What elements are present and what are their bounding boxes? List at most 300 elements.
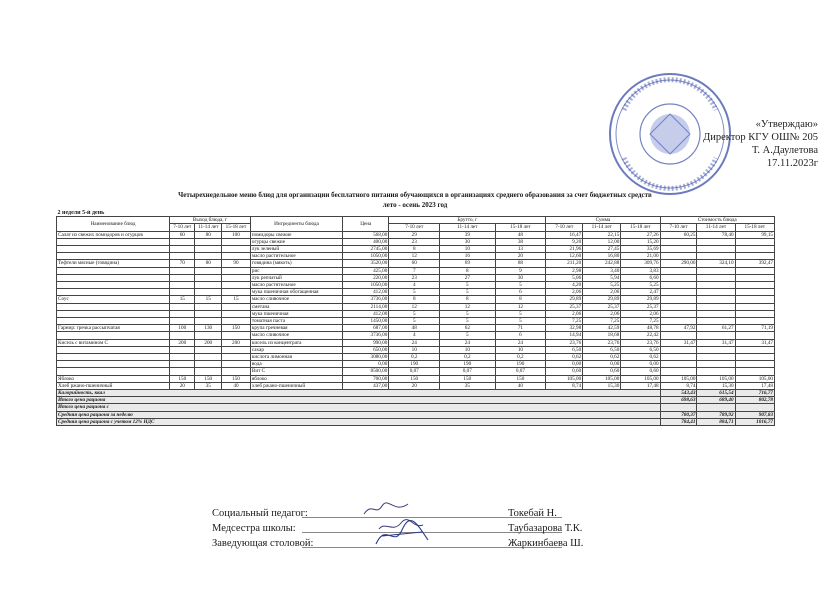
cell-o3 (222, 289, 251, 296)
cell-b3: 48 (495, 231, 546, 238)
summary-body (57, 390, 775, 426)
header-dish: Наименование блюд (57, 217, 170, 231)
approval-line-2: Директор КГУ ОШ№ 205 (703, 132, 818, 143)
cell-c1 (660, 346, 697, 353)
table-row (57, 274, 775, 281)
cell-s2: 22,15 (583, 231, 621, 238)
cell-b1: 8 (389, 296, 440, 303)
cell-s2: 18,68 (583, 332, 621, 339)
cell-s3: 22,42 (621, 332, 660, 339)
header-age: 7-10 лет (389, 224, 440, 231)
cell-c1: 47,92 (660, 325, 697, 332)
cell-s2: 6,50 (583, 346, 621, 353)
summary-value: 689,40 (697, 397, 735, 404)
cell-s1: 9,20 (546, 238, 583, 245)
cell-c3 (735, 253, 774, 260)
cell-b3: 5 (495, 282, 546, 289)
cell-b2: 30 (440, 238, 495, 245)
table-row (57, 296, 775, 303)
cell-o2 (195, 354, 222, 361)
header-ingredients: Ингредиенты блюда (250, 217, 342, 231)
table-row (57, 318, 775, 325)
cell-ing: кисель из концентрата (250, 339, 342, 346)
cell-b1: 5 (389, 310, 440, 317)
cell-b2: 5 (440, 310, 495, 317)
cell-s3: 0,62 (621, 354, 660, 361)
approval-block (640, 118, 818, 170)
table-row (57, 361, 775, 368)
cell-s1: 12,60 (546, 253, 583, 260)
cell-c1 (660, 253, 697, 260)
header-age: 7-10 лет (546, 224, 583, 231)
cell-b3: 5 (495, 310, 546, 317)
summary-row (57, 404, 775, 411)
cell-c2: 31,47 (697, 339, 735, 346)
cell-dish (57, 274, 170, 281)
cell-b2: 16 (440, 253, 495, 260)
approval-line-1: «Утверждаю» (755, 119, 818, 130)
header-age: 7-10 лет (170, 224, 195, 231)
cell-s2: 12,00 (583, 238, 621, 245)
summary-label: Средняя цена рациона с учетом 12% НДС (57, 418, 661, 425)
cell-c2 (697, 318, 735, 325)
cell-o2: 15 (195, 296, 222, 303)
table-row (57, 246, 775, 253)
cell-b2: 8 (440, 296, 495, 303)
cell-s2: 7,25 (583, 318, 621, 325)
cell-b1: 4 (389, 282, 440, 289)
cell-o2 (195, 274, 222, 281)
cell-c3 (735, 368, 774, 375)
cell-price: 425,00 (343, 267, 389, 274)
cell-s3: 6,50 (621, 346, 660, 353)
cell-s1: 23,76 (546, 339, 583, 346)
cell-b1: 190 (389, 361, 440, 368)
cell-s2: 23,76 (583, 339, 621, 346)
cell-b1: 7 (389, 267, 440, 274)
cell-c2 (697, 238, 735, 245)
cell-price: 3520,00 (343, 260, 389, 267)
cell-b3: 6 (495, 332, 546, 339)
cell-s3: 0,00 (621, 361, 660, 368)
cell-b3: 71 (495, 325, 546, 332)
header-portion: Выход блюда, г (170, 217, 251, 224)
signature-name: Жаркинбаева Ш. (508, 538, 584, 549)
cell-s3: 27,26 (621, 231, 660, 238)
cell-o3 (222, 368, 251, 375)
cell-o3: 100 (222, 231, 251, 238)
cell-dish: Хлеб ржано-пшеничный (57, 382, 170, 389)
summary-row (57, 390, 775, 397)
header-age: 15-18 лет (621, 224, 660, 231)
table-row (57, 354, 775, 361)
cell-price: 437,00 (343, 382, 389, 389)
cell-ing: хлеб ржано-пшеничный (250, 382, 342, 389)
cell-b3: 0,2 (495, 354, 546, 361)
summary-label: Средняя цена рациона за неделю (57, 411, 661, 418)
cell-price: 568,00 (343, 231, 389, 238)
cell-s2: 5,94 (583, 274, 621, 281)
summary-value: 700,37 (660, 411, 697, 418)
table-row (57, 289, 775, 296)
menu-body (57, 231, 775, 389)
cell-b3: 150 (495, 375, 546, 382)
handwritten-signature (372, 518, 432, 552)
cell-dish (57, 303, 170, 310)
cell-o1 (170, 289, 195, 296)
summary-value: 907,83 (735, 411, 774, 418)
cell-c3 (735, 303, 774, 310)
cell-c1 (660, 368, 697, 375)
cell-s2: 5,25 (583, 282, 621, 289)
cell-b1: 48 (389, 325, 440, 332)
cell-o2: 200 (195, 339, 222, 346)
cell-s3: 309,76 (621, 260, 660, 267)
header-age: 11-14 лет (697, 224, 735, 231)
cell-s3: 7,25 (621, 318, 660, 325)
header-cost: Стоимость блюда (660, 217, 774, 224)
cell-c3: 31,47 (735, 339, 774, 346)
cell-c1 (660, 318, 697, 325)
week-label-row (57, 210, 775, 217)
cell-s3: 17,48 (621, 382, 660, 389)
cell-ing: яблоко (250, 375, 342, 382)
cell-c2 (697, 246, 735, 253)
cell-o2: 150 (195, 375, 222, 382)
summary-label: Калорийность, ккал (57, 390, 661, 397)
cell-b3: 88 (495, 260, 546, 267)
cell-dish (57, 368, 170, 375)
cell-o3 (222, 354, 251, 361)
cell-c3: 17,48 (735, 382, 774, 389)
cell-c3: 392,47 (735, 260, 774, 267)
cell-s1: 14,94 (546, 332, 583, 339)
cell-ing: сметана (250, 303, 342, 310)
cell-ing: говядина (мякоть) (250, 260, 342, 267)
cell-ing: мука пшеничная обогащенная (250, 289, 342, 296)
cell-dish (57, 246, 170, 253)
cell-dish (57, 354, 170, 361)
cell-b3: 9 (495, 267, 546, 274)
cell-c2 (697, 267, 735, 274)
cell-b1: 4 (389, 332, 440, 339)
cell-o1 (170, 282, 195, 289)
cell-o1 (170, 346, 195, 353)
cell-ing: рис (250, 267, 342, 274)
cell-o1 (170, 368, 195, 375)
cell-c1: 290,06 (660, 260, 697, 267)
cell-b1: 20 (389, 382, 440, 389)
header-age: 7-10 лет (660, 224, 697, 231)
table-row (57, 339, 775, 346)
cell-o2: 130 (195, 325, 222, 332)
cell-b2: 24 (440, 339, 495, 346)
cell-o1: 100 (170, 325, 195, 332)
cell-s3: 2,06 (621, 310, 660, 317)
cell-b2: 8 (440, 267, 495, 274)
cell-c2 (697, 361, 735, 368)
cell-b1: 10 (389, 346, 440, 353)
cell-b2: 5 (440, 289, 495, 296)
cell-b3: 12 (495, 303, 546, 310)
cell-o3: 40 (222, 382, 251, 389)
cell-s1: 5,06 (546, 274, 583, 281)
cell-ing: масло растительное (250, 282, 342, 289)
cell-o1: 200 (170, 339, 195, 346)
cell-s1: 105,00 (546, 375, 583, 382)
cell-o1: 15 (170, 296, 195, 303)
summary-value: 789,92 (697, 411, 735, 418)
cell-s2: 25,37 (583, 303, 621, 310)
cell-s1: 2,06 (546, 310, 583, 317)
header-sum: Сумма (546, 217, 660, 224)
cell-o2 (195, 346, 222, 353)
table-row (57, 310, 775, 317)
cell-ing: масло сливочное (250, 296, 342, 303)
table-row (57, 253, 775, 260)
summary-row (57, 397, 775, 404)
cell-b3: 30 (495, 274, 546, 281)
header-age: 15-18 лет (735, 224, 774, 231)
cell-b2: 0,2 (440, 354, 495, 361)
cell-c2 (697, 346, 735, 353)
cell-s2: 2,06 (583, 289, 621, 296)
cell-b1: 5 (389, 289, 440, 296)
header-row-1 (57, 217, 775, 224)
cell-c1 (660, 238, 697, 245)
cell-o3 (222, 274, 251, 281)
cell-b3: 13 (495, 246, 546, 253)
cell-o1: 150 (170, 375, 195, 382)
cell-ing: масло сливочное (250, 332, 342, 339)
cell-dish (57, 310, 170, 317)
cell-b2: 5 (440, 282, 495, 289)
cell-b3: 40 (495, 382, 546, 389)
cell-o2 (195, 332, 222, 339)
cell-price: 0,00 (343, 361, 389, 368)
title-line-1: Четырехнедельное меню блюд для организации бесплатного питания обучающихся в организациях среднего образования за счет бюджетных средств (178, 191, 652, 199)
cell-c2: 15,30 (697, 382, 735, 389)
table-row (57, 332, 775, 339)
cell-c1 (660, 246, 697, 253)
cell-o1 (170, 267, 195, 274)
cell-price: 400,00 (343, 238, 389, 245)
cell-b2: 27 (440, 274, 495, 281)
cell-c3: 99,15 (735, 231, 774, 238)
summary-value: 698,63 (660, 397, 697, 404)
cell-c1: 105,00 (660, 375, 697, 382)
cell-dish (57, 361, 170, 368)
cell-c3 (735, 332, 774, 339)
cell-c1: 60,25 (660, 231, 697, 238)
cell-s1: 2,98 (546, 267, 583, 274)
cell-b2: 69 (440, 260, 495, 267)
signature-role: Медсестра школы: (212, 523, 296, 534)
cell-price: 1050,00 (343, 282, 389, 289)
cell-o3 (222, 361, 251, 368)
cell-c3 (735, 282, 774, 289)
cell-c1 (660, 267, 697, 274)
cell-s3: 105,00 (621, 375, 660, 382)
cell-dish (57, 253, 170, 260)
cell-s2: 3,40 (583, 267, 621, 274)
cell-price: 650,00 (343, 346, 389, 353)
cell-ing: кислота лимонная (250, 354, 342, 361)
cell-o2: 35 (195, 382, 222, 389)
cell-s2: 42,59 (583, 325, 621, 332)
summary-value: 615,54 (697, 390, 735, 397)
cell-price: 687,00 (343, 325, 389, 332)
cell-c2 (697, 310, 735, 317)
cell-c1 (660, 289, 697, 296)
cell-ing: крупа гречневая (250, 325, 342, 332)
cell-o3: 150 (222, 375, 251, 382)
cell-s1: 2,06 (546, 289, 583, 296)
cell-o3 (222, 253, 251, 260)
handwritten-signature (362, 500, 412, 518)
cell-price: 2745,00 (343, 246, 389, 253)
cell-c1: 8,74 (660, 382, 697, 389)
summary-row (57, 418, 775, 425)
signature-name: Токебай Н. (508, 508, 557, 519)
cell-s1: 211,20 (546, 260, 583, 267)
cell-b3: 0,07 (495, 368, 546, 375)
cell-o2 (195, 282, 222, 289)
cell-o1 (170, 238, 195, 245)
cell-o2 (195, 368, 222, 375)
signature-name: Таубазарова Т.К. (508, 523, 583, 534)
cell-s2: 105,00 (583, 375, 621, 382)
cell-ing: Вит С (250, 368, 342, 375)
cell-o1 (170, 332, 195, 339)
table-row (57, 382, 775, 389)
cell-b2: 10 (440, 346, 495, 353)
cell-c2 (697, 274, 735, 281)
table-row (57, 368, 775, 375)
table-row (57, 303, 775, 310)
cell-b3: 6 (495, 289, 546, 296)
cell-s1: 0,62 (546, 354, 583, 361)
cell-o3: 15 (222, 296, 251, 303)
cell-o2 (195, 289, 222, 296)
cell-b1: 12 (389, 253, 440, 260)
cell-ing: лук зеленый (250, 246, 342, 253)
cell-ing: томатная паста (250, 318, 342, 325)
cell-s2: 0,00 (583, 361, 621, 368)
cell-ing: масло растительное (250, 253, 342, 260)
cell-price: 412,00 (343, 310, 389, 317)
cell-s2: 2,06 (583, 310, 621, 317)
cell-dish (57, 282, 170, 289)
cell-price: 3736,00 (343, 332, 389, 339)
summary-row (57, 411, 775, 418)
cell-c1 (660, 296, 697, 303)
cell-b2: 39 (440, 231, 495, 238)
cell-c3 (735, 246, 774, 253)
cell-price: 3736,00 (343, 296, 389, 303)
cell-o3 (222, 246, 251, 253)
cell-dish (57, 346, 170, 353)
cell-s3: 48,78 (621, 325, 660, 332)
table-row (57, 282, 775, 289)
cell-c2: 78,40 (697, 231, 735, 238)
cell-c2 (697, 282, 735, 289)
cell-dish (57, 267, 170, 274)
cell-c2: 324,10 (697, 260, 735, 267)
summary-value: 716,77 (735, 390, 774, 397)
cell-o3 (222, 282, 251, 289)
cell-s1: 7,25 (546, 318, 583, 325)
cell-o2: 80 (195, 260, 222, 267)
summary-value: 802,78 (735, 397, 774, 404)
cell-dish (57, 332, 170, 339)
cell-b3: 24 (495, 339, 546, 346)
cell-o2 (195, 361, 222, 368)
cell-price: 8500,00 (343, 368, 389, 375)
cell-dish (57, 289, 170, 296)
cell-b3: 10 (495, 346, 546, 353)
cell-s3: 0,60 (621, 368, 660, 375)
cell-c3 (735, 310, 774, 317)
table-row (57, 325, 775, 332)
cell-ing: вода (250, 361, 342, 368)
cell-o3 (222, 318, 251, 325)
cell-c2 (697, 296, 735, 303)
cell-b2: 190 (440, 361, 495, 368)
cell-c3 (735, 274, 774, 281)
cell-o3 (222, 267, 251, 274)
summary-value (660, 404, 697, 411)
cell-s2: 29,89 (583, 296, 621, 303)
cell-b1: 23 (389, 238, 440, 245)
cell-price: 412,00 (343, 289, 389, 296)
cell-o1: 70 (170, 260, 195, 267)
cell-b3: 38 (495, 238, 546, 245)
cell-o1 (170, 246, 195, 253)
cell-s2: 0,62 (583, 354, 621, 361)
cell-o2: 80 (195, 231, 222, 238)
cell-s3: 15,20 (621, 238, 660, 245)
cell-s1: 0,60 (546, 368, 583, 375)
cell-o2 (195, 253, 222, 260)
cell-s1: 0,00 (546, 361, 583, 368)
cell-o1 (170, 318, 195, 325)
cell-c2: 105,00 (697, 375, 735, 382)
cell-o1 (170, 274, 195, 281)
cell-b2: 10 (440, 246, 495, 253)
title-line-2: лето - осень 2023 год (382, 201, 448, 209)
table-row (57, 231, 775, 238)
cell-c1 (660, 274, 697, 281)
cell-s1: 25,37 (546, 303, 583, 310)
cell-price: 990,00 (343, 339, 389, 346)
cell-b2: 0,07 (440, 368, 495, 375)
cell-o3 (222, 332, 251, 339)
header-price: Цена (343, 217, 389, 231)
table-row (57, 267, 775, 274)
cell-b2: 5 (440, 332, 495, 339)
cell-dish: Гарнир: гречка рассыпчатая (57, 325, 170, 332)
cell-c3 (735, 289, 774, 296)
signature-role: Заведующая столовой: (212, 538, 314, 549)
cell-o1 (170, 354, 195, 361)
cell-o3: 150 (222, 325, 251, 332)
approval-line-3: Т. А.Даулетова (752, 145, 818, 156)
cell-o1: 20 (170, 382, 195, 389)
cell-s3: 3,83 (621, 267, 660, 274)
cell-c1 (660, 354, 697, 361)
cell-dish: Салат из свежих помидоров и огурцов (57, 231, 170, 238)
